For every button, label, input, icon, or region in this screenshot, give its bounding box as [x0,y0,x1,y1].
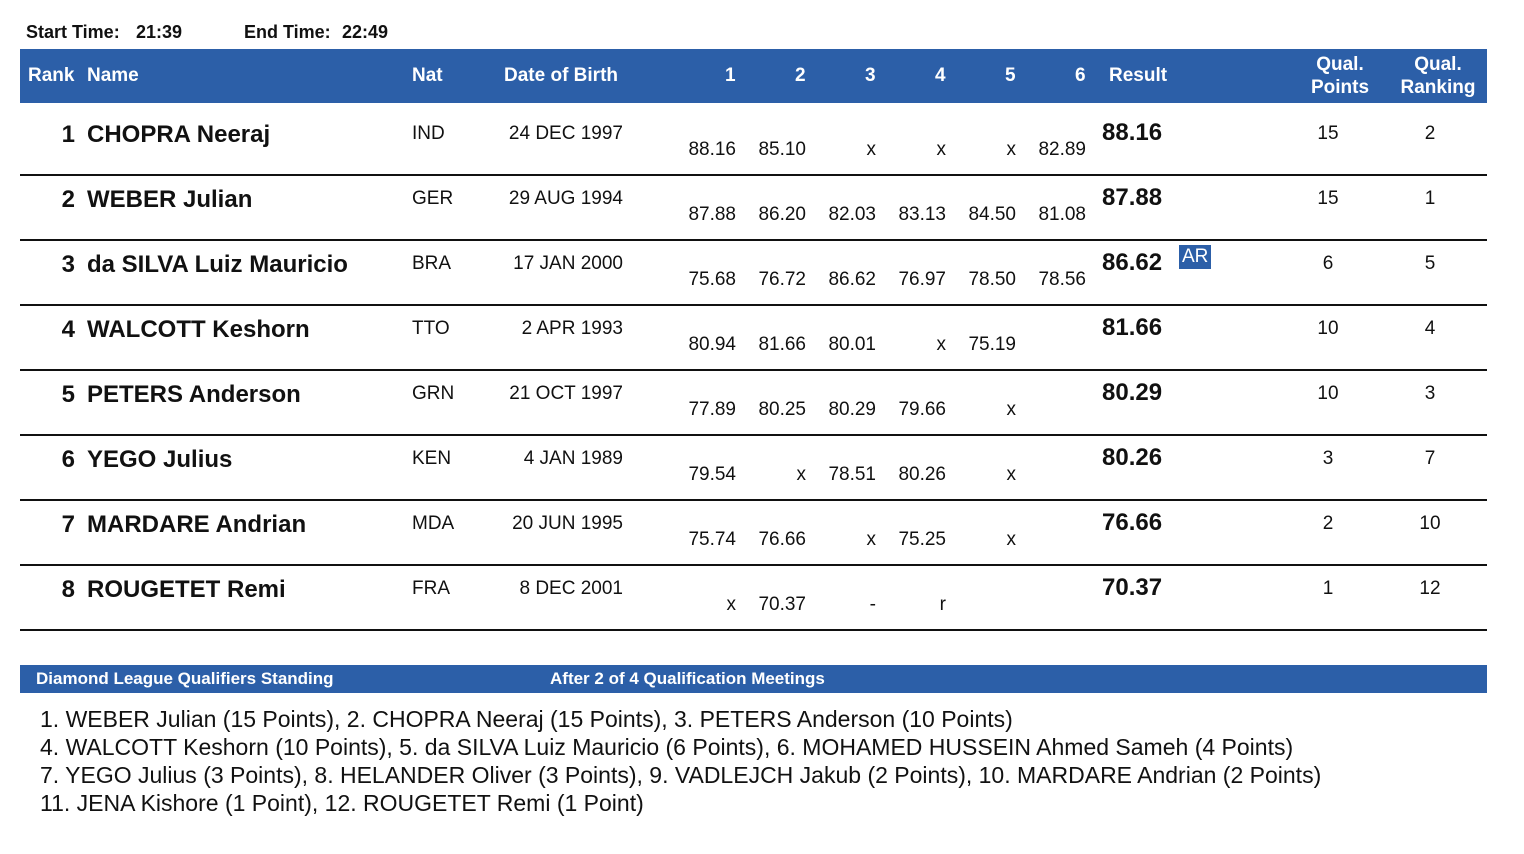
attempt-5: x [1006,529,1016,550]
qual-ranking: 12 [1419,578,1441,599]
attempt-5: x [1006,139,1016,160]
result: 87.88 [1102,184,1163,211]
attempt-3: 80.01 [828,334,876,355]
date-of-birth: 4 JAN 1989 [523,448,623,469]
attempt-4: r [939,594,946,615]
start-time-label: Start Time: [26,22,120,42]
standing-line: 11. JENA Kishore (1 Point), 12. ROUGETET Remi (1 Point) [40,790,644,816]
attempt-6: 78.56 [1038,269,1086,290]
attempt-1: 75.74 [688,529,736,550]
attempt-4: 79.66 [898,399,946,420]
attempt-2: 76.66 [758,529,806,550]
nationality: FRA [412,578,450,599]
athlete-name: ROUGETET Remi [87,576,286,603]
nationality: KEN [412,448,452,469]
nationality: TTO [412,318,450,339]
result: 76.66 [1102,509,1163,536]
athlete-name: CHOPRA Neeraj [87,121,271,148]
attempt-6: 82.89 [1038,139,1086,160]
attempt-3: 86.62 [828,269,876,290]
col-qual-points-line2: Points [1310,77,1370,98]
attempt-2: 76.72 [758,269,806,290]
qual-points: 6 [1322,253,1334,274]
col-attempt-6: 6 [1075,65,1086,86]
table-row [20,239,1487,306]
result: 88.16 [1102,119,1163,146]
attempt-1: 87.88 [688,204,736,225]
date-of-birth: 8 DEC 2001 [519,578,623,599]
attempt-5: x [1006,399,1016,420]
results-table-header [20,49,1487,103]
attempt-3: 82.03 [828,204,876,225]
athlete-name: MARDARE Andrian [87,511,307,538]
qual-points: 15 [1317,188,1339,209]
date-of-birth: 24 DEC 1997 [508,123,623,144]
attempt-3: 78.51 [828,464,876,485]
qual-ranking: 10 [1419,513,1441,534]
attempt-4: 75.25 [898,529,946,550]
attempt-5: 78.50 [968,269,1016,290]
attempt-1: 77.89 [688,399,736,420]
area-record-badge: AR [1179,245,1211,269]
rank: 2 [61,186,75,213]
col-result: Result [1109,65,1168,86]
qual-points: 2 [1322,513,1334,534]
rank: 1 [61,121,75,148]
attempt-1: 88.16 [688,139,736,160]
qual-points: 10 [1317,318,1339,339]
col-rank: Rank [28,65,75,86]
col-attempt-5: 5 [1005,65,1016,86]
col-attempt-3: 3 [865,65,876,86]
rank: 8 [61,576,75,603]
end-time-value: 22:49 [342,22,389,42]
standing-line: 1. WEBER Julian (15 Points), 2. CHOPRA Neeraj (15 Points), 3. PETERS Anderson (10 Points) [40,706,1013,732]
attempt-5: 84.50 [968,204,1016,225]
table-row [20,369,1487,436]
attempt-1: 80.94 [688,334,736,355]
date-of-birth: 2 APR 1993 [521,318,623,339]
attempt-3: x [866,139,876,160]
rank: 7 [61,511,75,538]
col-attempt-1: 1 [725,65,736,86]
attempt-3: x [866,529,876,550]
attempt-5: 75.19 [968,334,1016,355]
rank: 6 [61,446,75,473]
table-row [20,174,1487,241]
attempt-2: 85.10 [758,139,806,160]
col-qual-ranking-line2: Ranking [1400,77,1476,98]
nationality: GRN [412,383,455,404]
qual-points: 15 [1317,123,1339,144]
diamond-league-header [20,665,1487,693]
rank: 4 [61,316,75,343]
attempt-2: 81.66 [758,334,806,355]
result: 70.37 [1102,574,1163,601]
end-time-label: End Time: [244,22,331,42]
col-qual-ranking [1393,53,1483,99]
diamond-league-standing [40,705,1321,817]
attempt-1: x [726,594,736,615]
athlete-name: WALCOTT Keshorn [87,316,310,343]
qual-ranking: 7 [1424,448,1436,469]
nationality: GER [412,188,454,209]
col-name: Name [87,65,139,86]
date-of-birth: 21 OCT 1997 [509,383,623,404]
start-time-value: 21:39 [136,22,183,42]
attempt-2: x [796,464,806,485]
col-attempt-4: 4 [935,65,946,86]
col-qual-points [1295,53,1385,99]
date-of-birth: 20 JUN 1995 [512,513,623,534]
table-row [20,499,1487,566]
attempt-2: 86.20 [758,204,806,225]
attempt-5: x [1006,464,1016,485]
date-of-birth: 17 JAN 2000 [513,253,623,274]
athlete-name: PETERS Anderson [87,381,301,408]
table-row [20,109,1487,176]
qual-ranking: 2 [1424,123,1436,144]
result: 80.26 [1102,444,1163,471]
attempt-3: - [869,594,876,615]
attempt-4: x [936,139,946,160]
result: 80.29 [1102,379,1163,406]
athlete-name: WEBER Julian [87,186,253,213]
qual-points: 1 [1322,578,1334,599]
qual-ranking: 1 [1424,188,1436,209]
attempt-2: 80.25 [758,399,806,420]
athlete-name: YEGO Julius [87,446,233,473]
attempt-4: 83.13 [898,204,946,225]
diamond-league-title: Diamond League Qualifiers Standing [36,669,334,688]
date-of-birth: 29 AUG 1994 [508,188,623,209]
attempt-1: 79.54 [688,464,736,485]
attempt-4: 76.97 [898,269,946,290]
table-row [20,564,1487,631]
qual-ranking: 5 [1424,253,1436,274]
rank: 3 [61,251,75,278]
col-qual-ranking-line1: Qual. [1414,54,1462,75]
attempt-3: 80.29 [828,399,876,420]
col-dob: Date of Birth [504,65,618,86]
attempt-6: 81.08 [1038,204,1086,225]
qual-points: 3 [1322,448,1334,469]
qual-points: 10 [1317,383,1339,404]
attempt-4: x [936,334,946,355]
col-qual-points-line1: Qual. [1316,54,1364,75]
athlete-name: da SILVA Luiz Mauricio [87,251,348,278]
result: 86.62 [1102,249,1163,276]
standing-line: 7. YEGO Julius (3 Points), 8. HELANDER Oliver (3 Points), 9. VADLEJCH Jakub (2 Points), 10. MARDARE Andrian (2 Points) [40,762,1322,788]
standing-line: 4. WALCOTT Keshorn (10 Points), 5. da SILVA Luiz Mauricio (6 Points), 6. MOHAMED HUSSEIN Ahmed Sameh (4 Points) [40,734,1294,760]
result: 81.66 [1102,314,1163,341]
col-nat: Nat [412,65,443,86]
qual-ranking: 4 [1424,318,1436,339]
nationality: IND [412,123,445,144]
attempt-2: 70.37 [758,594,806,615]
attempt-1: 75.68 [688,269,736,290]
diamond-league-subtitle: After 2 of 4 Qualification Meetings [550,669,825,688]
nationality: BRA [412,253,452,274]
nationality: MDA [412,513,455,534]
qual-ranking: 3 [1424,383,1436,404]
rank: 5 [61,381,75,408]
attempt-4: 80.26 [898,464,946,485]
col-attempt-2: 2 [795,65,806,86]
table-row [20,304,1487,371]
table-row [20,434,1487,501]
